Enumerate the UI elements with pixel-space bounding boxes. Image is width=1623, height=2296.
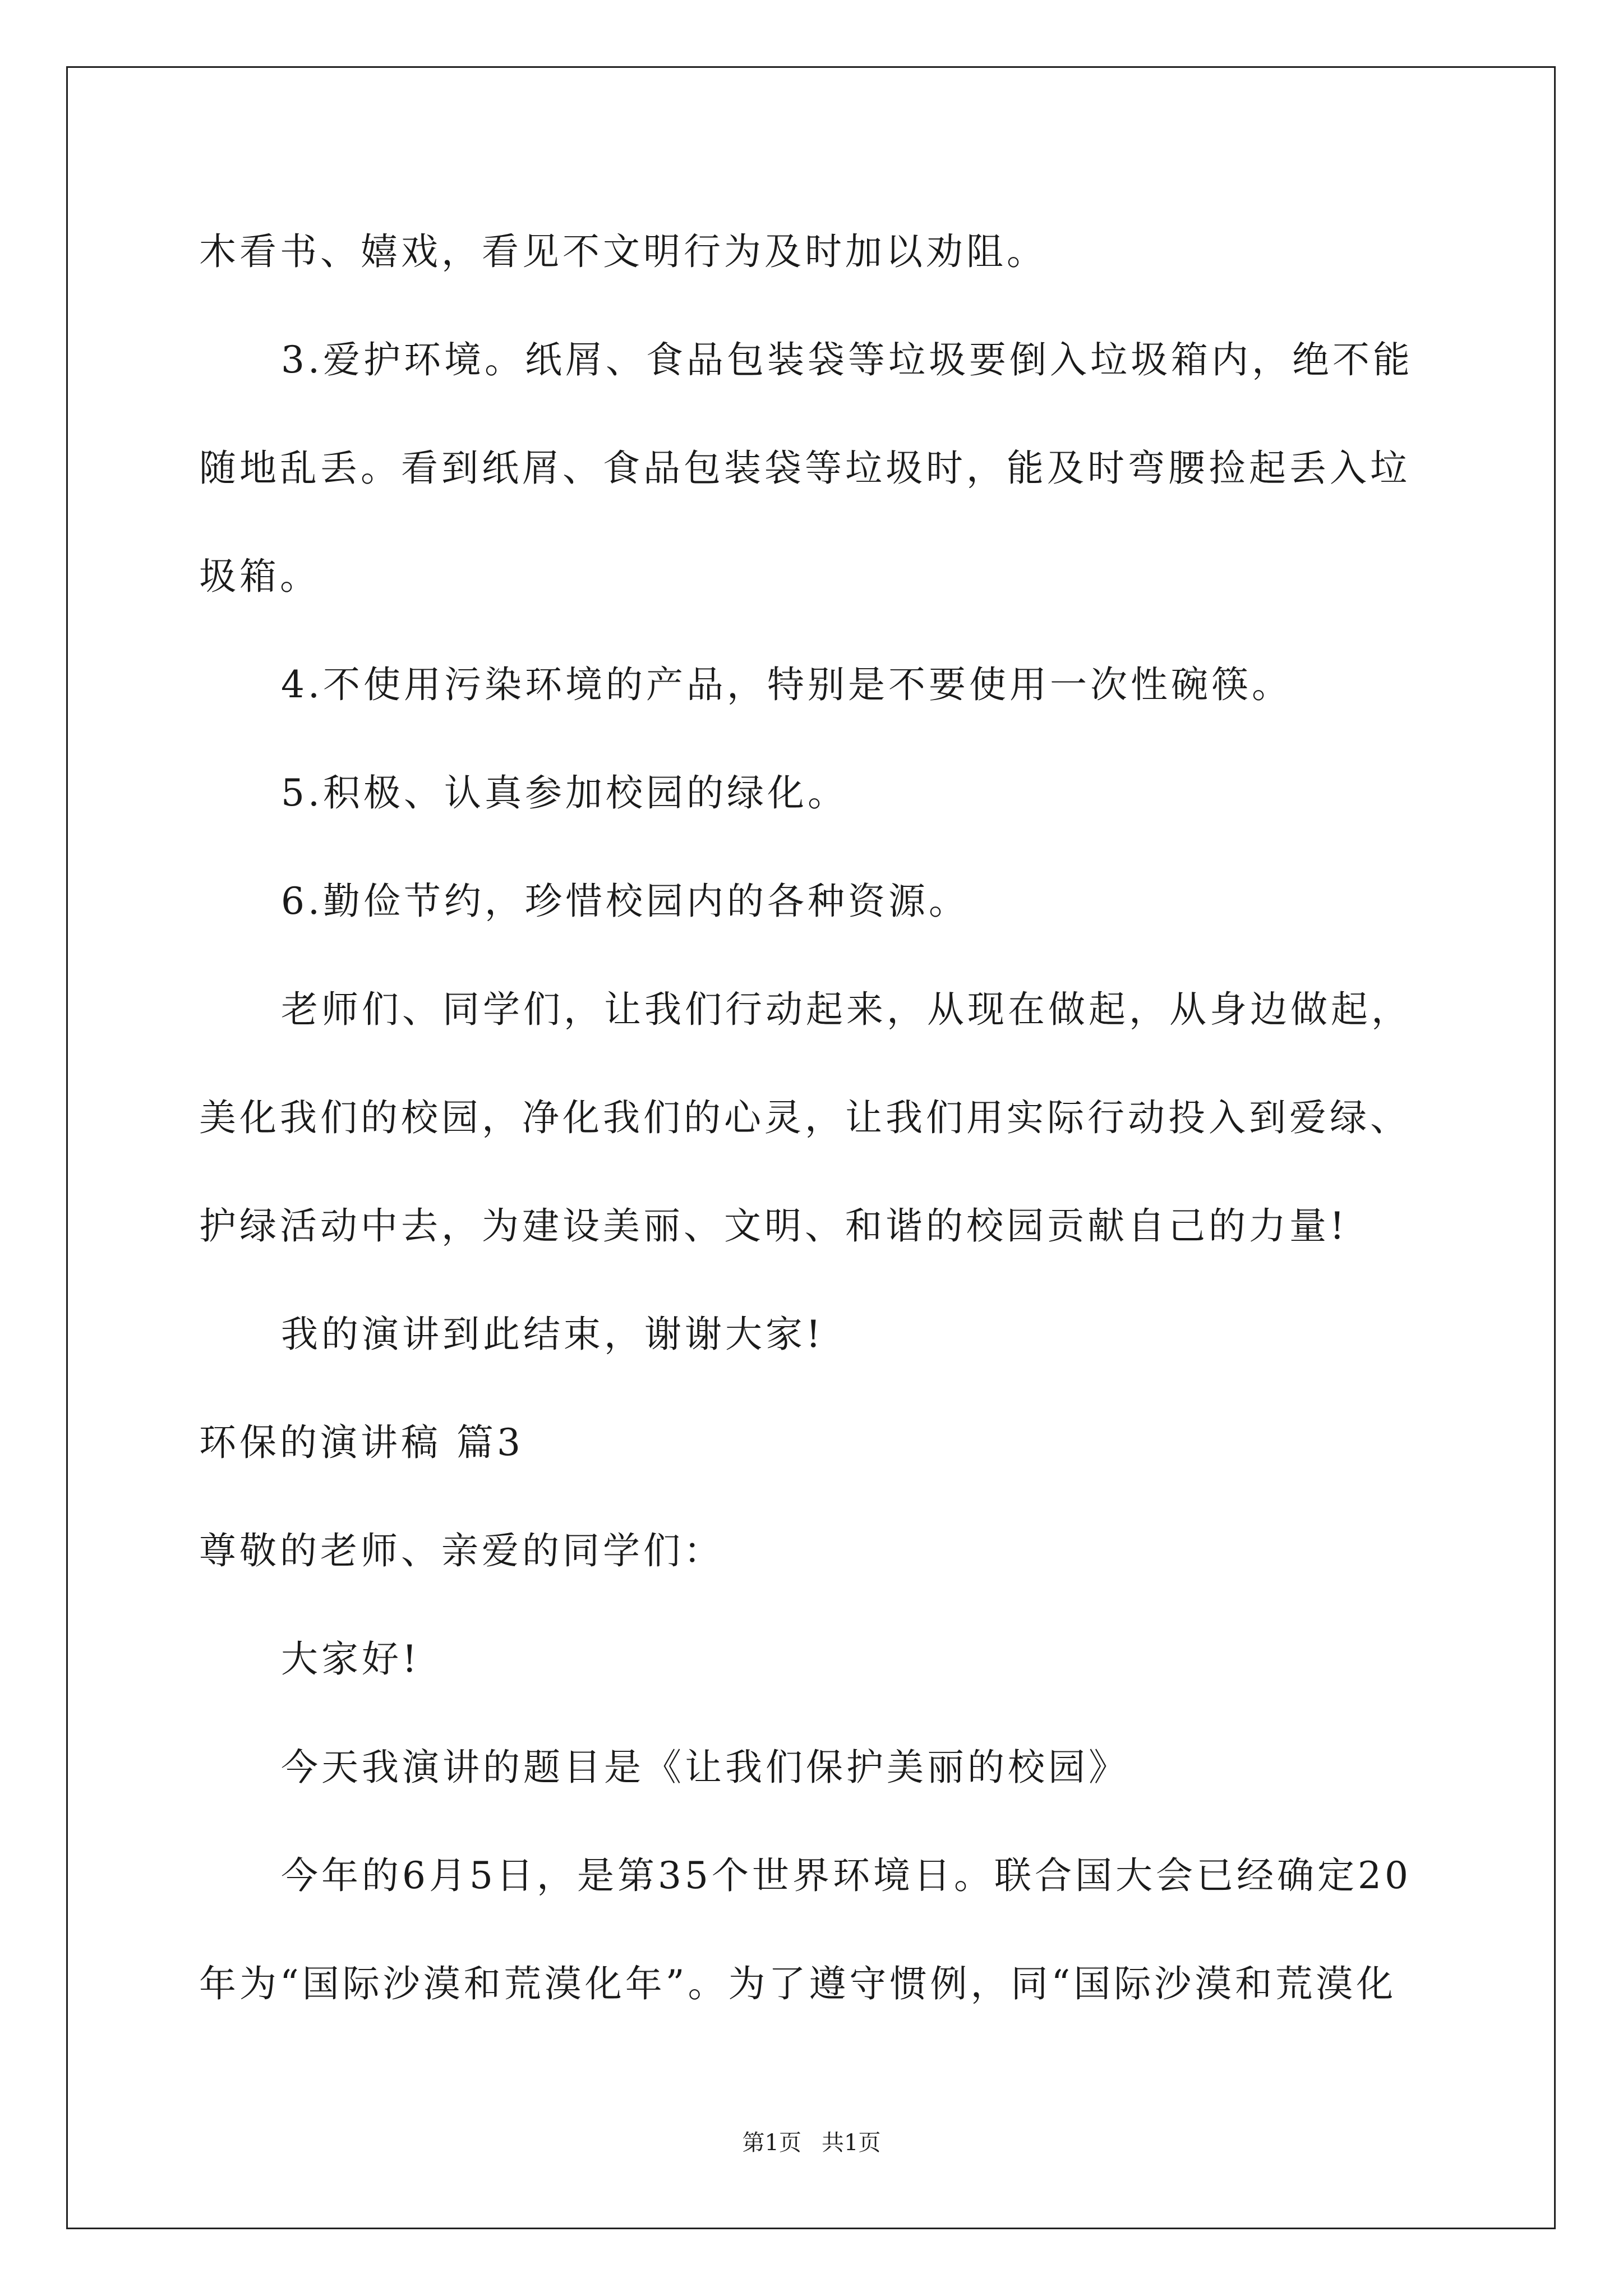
paragraph-line: 今年的6月5日，是第35个世界环境日。联合国大会已经确定20 bbox=[281, 1854, 1412, 1897]
list-item-6: 6.勤俭节约，珍惜校园内的各种资源。 bbox=[281, 880, 969, 923]
list-item-5: 5.积极、认真参加校园的绿化。 bbox=[281, 771, 848, 815]
page-total: 共1页 bbox=[822, 2130, 881, 2156]
page-border bbox=[66, 66, 1556, 2229]
salutation: 尊敬的老师、亲爱的同学们： bbox=[199, 1529, 724, 1572]
greeting: 大家好! bbox=[281, 1637, 421, 1681]
page-footer bbox=[0, 2132, 1623, 2154]
text-line: 木看书、嬉戏，看见不文明行为及时加以劝阻。 bbox=[199, 230, 1047, 273]
paragraph-line: 护绿活动中去，为建设美丽、文明、和谐的校园贡献自己的力量! bbox=[199, 1204, 1348, 1248]
list-item-4: 4.不使用污染环境的产品，特别是不要使用一次性碗筷。 bbox=[281, 663, 1292, 706]
section-heading: 环保的演讲稿 篇3 bbox=[199, 1421, 524, 1464]
text-line: 圾箱。 bbox=[199, 555, 320, 598]
closing-line: 我的演讲到此结束，谢谢大家! bbox=[281, 1313, 824, 1356]
page-number: 第1页 bbox=[742, 2130, 801, 2156]
paragraph-line: 美化我们的校园，净化我们的心灵，让我们用实际行动投入到爱绿、 bbox=[199, 1096, 1410, 1139]
speech-topic: 今天我演讲的题目是《让我们保护美丽的校园》 bbox=[281, 1746, 1129, 1789]
paragraph-line: 年为“国际沙漠和荒漠化年”。为了遵守惯例，同“国际沙漠和荒漠化 bbox=[199, 1962, 1397, 2005]
list-item-3: 3.爱护环境。纸屑、食品包装袋等垃圾要倒入垃圾箱内，绝不能 bbox=[281, 338, 1413, 381]
paragraph-line: 老师们、同学们，让我们行动起来，从现在做起，从身边做起， bbox=[281, 988, 1412, 1031]
text-line: 随地乱丢。看到纸屑、食品包装袋等垃圾时，能及时弯腰捡起丢入垃 bbox=[199, 447, 1410, 490]
